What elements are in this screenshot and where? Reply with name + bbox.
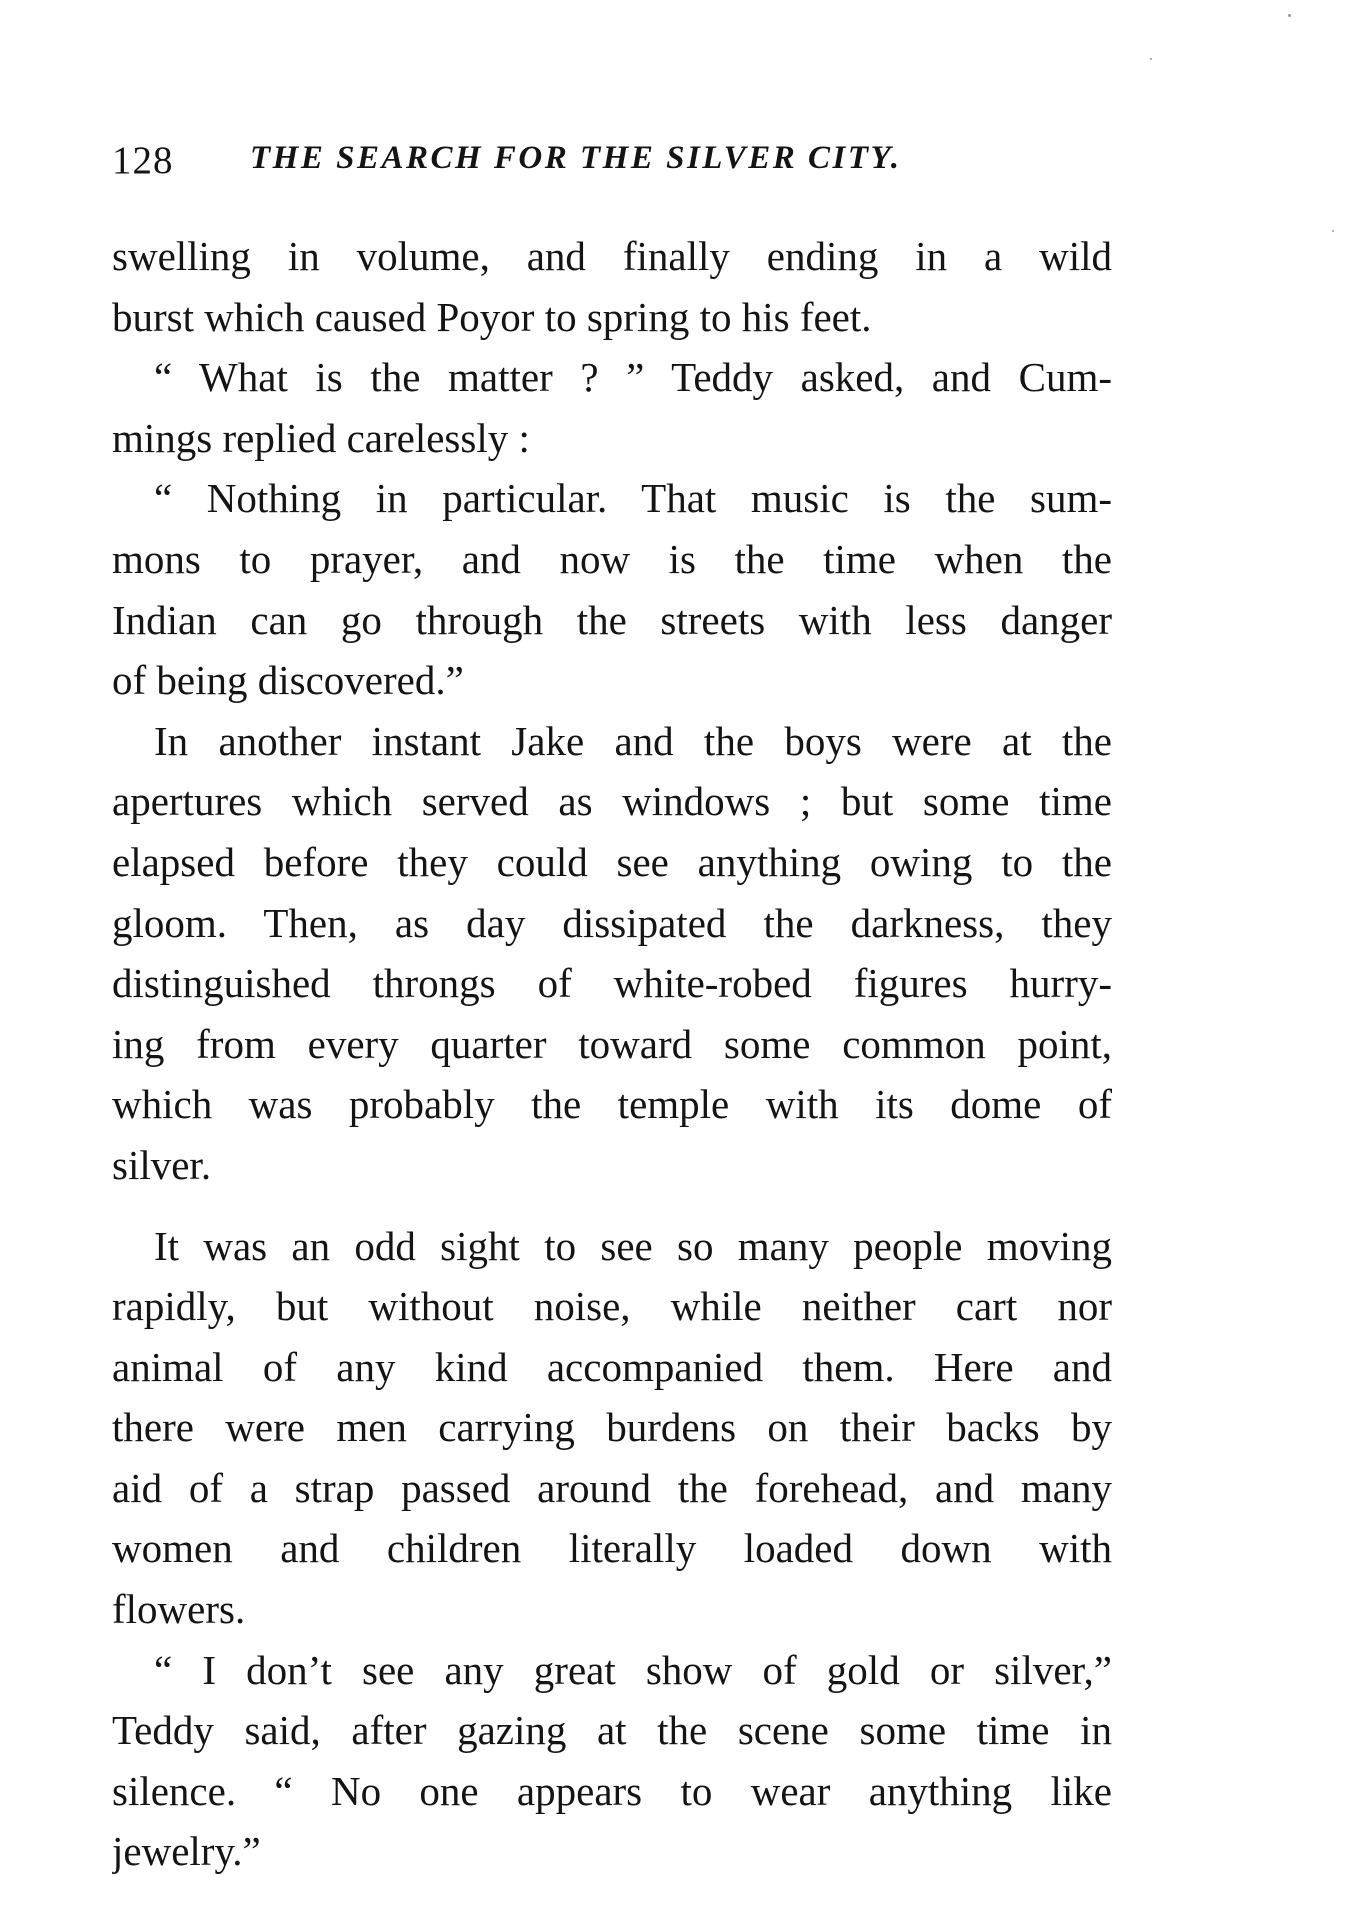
text-line: mings replied carelessly : [112, 414, 530, 461]
text-line: silver. [112, 1141, 212, 1188]
text-line: rapidly, but without noise, while neither cart nor [112, 1283, 1112, 1330]
paper-speck [1150, 58, 1152, 60]
text-line: In another instant Jake and the boys were at the [154, 717, 1112, 764]
text-line: “ Nothing in particular. That music is the sum- [154, 475, 1112, 522]
text-line: “ What is the matter ? ” Teddy asked, and Cum- [154, 354, 1112, 401]
text-line: “ I don’t see any great show of gold or silver,” [154, 1646, 1112, 1693]
text-line: Indian can go through the streets with less danger [112, 596, 1112, 643]
text-line: distinguished throngs of white-robed figures hurry- [112, 960, 1112, 1007]
text-line: there were men carrying burdens on their backs by [112, 1404, 1112, 1451]
page-number: 128 [112, 139, 174, 182]
text-line: silence. “ No one appears to wear anything like [112, 1767, 1112, 1814]
text-line: which was probably the temple with its dome of [112, 1081, 1112, 1128]
text-line: aid of a strap passed around the forehead, and many [112, 1464, 1112, 1511]
paper-speck [1332, 230, 1334, 232]
text-line: women and children literally loaded down with [112, 1525, 1112, 1572]
text-line: mons to prayer, and now is the time when the [112, 535, 1112, 582]
text-line: gloom. Then, as day dissipated the darkness, they [112, 899, 1112, 946]
body-text [112, 226, 1112, 1882]
text-line: elapsed before they could see anything owing to the [112, 838, 1112, 885]
text-line: ing from every quarter toward some common point, [112, 1020, 1112, 1067]
paper-speck [1288, 14, 1291, 17]
paragraph-gap [112, 1196, 1112, 1216]
text-line: It was an odd sight to see so many people moving [154, 1222, 1112, 1269]
text-line: burst which caused Poyor to spring to his feet. [112, 293, 872, 340]
text-line: apertures which served as windows ; but some time [112, 778, 1112, 825]
text-line: flowers. [112, 1586, 246, 1633]
text-line: animal of any kind accompanied them. Here and [112, 1343, 1112, 1390]
running-title: THE SEARCH FOR THE SILVER CITY. [250, 140, 902, 176]
text-line: of being discovered.” [112, 657, 464, 704]
running-head [112, 138, 992, 188]
text-line: Teddy said, after gazing at the scene some time in [112, 1707, 1112, 1754]
text-line: swelling in volume, and finally ending in a wild [112, 233, 1112, 279]
text-line: jewelry.” [112, 1828, 261, 1875]
